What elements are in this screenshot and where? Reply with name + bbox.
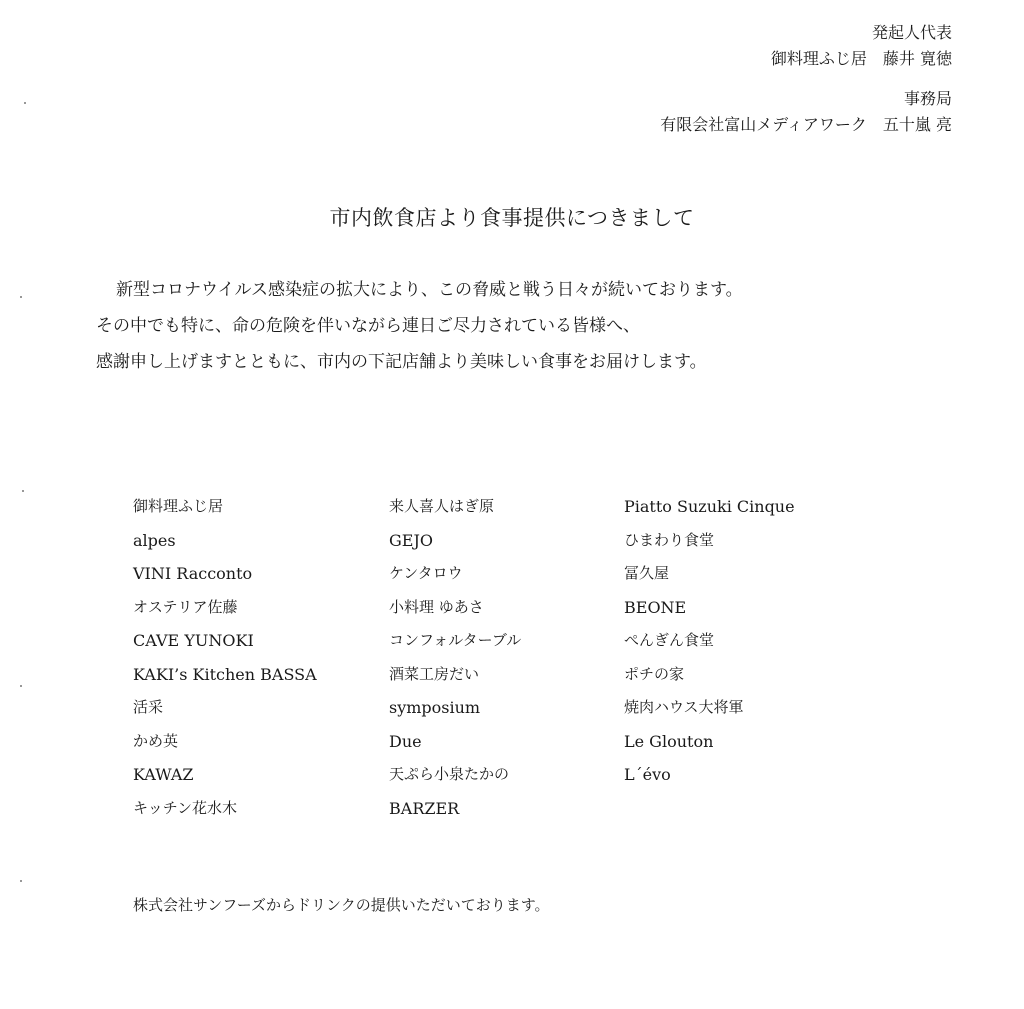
office-name: 有限会社富山メディアワーク 五十嵐 亮 (660, 115, 952, 134)
shop-name: Due (389, 731, 422, 751)
shop-name: symposium (389, 698, 481, 717)
scan-speck (20, 685, 22, 687)
shop-name: コンフォルターブル (389, 631, 522, 649)
organizer-block (771, 20, 952, 72)
shop-name: BEONE (624, 597, 687, 617)
scan-speck (22, 490, 24, 492)
shop-name: KAWAZ (133, 765, 194, 784)
office-block (660, 86, 952, 138)
shop-name: alpes (133, 530, 176, 550)
shop-name: L´évo (624, 765, 671, 784)
shop-name: BARZER (389, 798, 460, 818)
shop-name: 酒菜工房だい (389, 664, 480, 683)
shop-name: ぺんぎん食堂 (624, 631, 715, 649)
shop-name: Piatto Suzuki Cinque (624, 497, 795, 516)
shop-name: 御料理ふじ居 (133, 497, 224, 515)
organizer-title: 発起人代表 (871, 23, 952, 42)
shop-list-column-2 (389, 490, 521, 825)
scan-speck (24, 102, 26, 104)
scan-speck (20, 296, 22, 298)
shop-name: ポチの家 (624, 664, 685, 683)
shop-name: 小料理 ゆあさ (389, 597, 484, 616)
body-line: 新型コロナウイルス感染症の拡大により、この脅威と戦う日々が続いております。 (116, 280, 743, 300)
document-title: 市内飲食店より食事提供につきまして (329, 206, 695, 230)
organizer-name: 御料理ふじ居 藤井 寛徳 (770, 49, 952, 68)
shop-name: 天ぷら小泉たかの (389, 765, 510, 783)
shop-name: KAKI’s Kitchen BASSA (133, 664, 317, 684)
shop-name: GEJO (389, 530, 433, 550)
shop-name: かめ英 (133, 731, 179, 750)
shop-name: VINI Racconto (133, 564, 253, 583)
office-title: 事務局 (903, 89, 952, 108)
shop-name: オステリア佐藤 (133, 597, 238, 616)
shop-name: 活采 (133, 698, 164, 716)
body-text (96, 272, 916, 380)
body-line: その中でも特に、命の危険を伴いながら連日ご尽力されている皆様へ、 (96, 316, 640, 336)
shop-name: CAVE YUNOKI (133, 631, 254, 650)
shop-name: キッチン花水木 (133, 798, 237, 817)
shop-name: ケンタロウ (389, 564, 463, 582)
shop-list-column-3 (624, 490, 795, 792)
shop-name: 来人喜人はぎ原 (389, 497, 495, 515)
shop-name: 焼肉ハウス大将軍 (624, 698, 744, 716)
shop-list-column-1 (133, 490, 317, 825)
scan-speck (20, 880, 22, 882)
footer-note: 株式会社サンフーズからドリンクの提供いただいております。 (133, 896, 550, 914)
body-line: 感謝申し上げますとともに、市内の下記店舗より美味しい食事をお届けします。 (96, 352, 707, 372)
shop-name: Le Glouton (624, 731, 714, 751)
shop-name: ひまわり食堂 (624, 530, 715, 549)
shop-name: 冨久屋 (624, 564, 670, 582)
